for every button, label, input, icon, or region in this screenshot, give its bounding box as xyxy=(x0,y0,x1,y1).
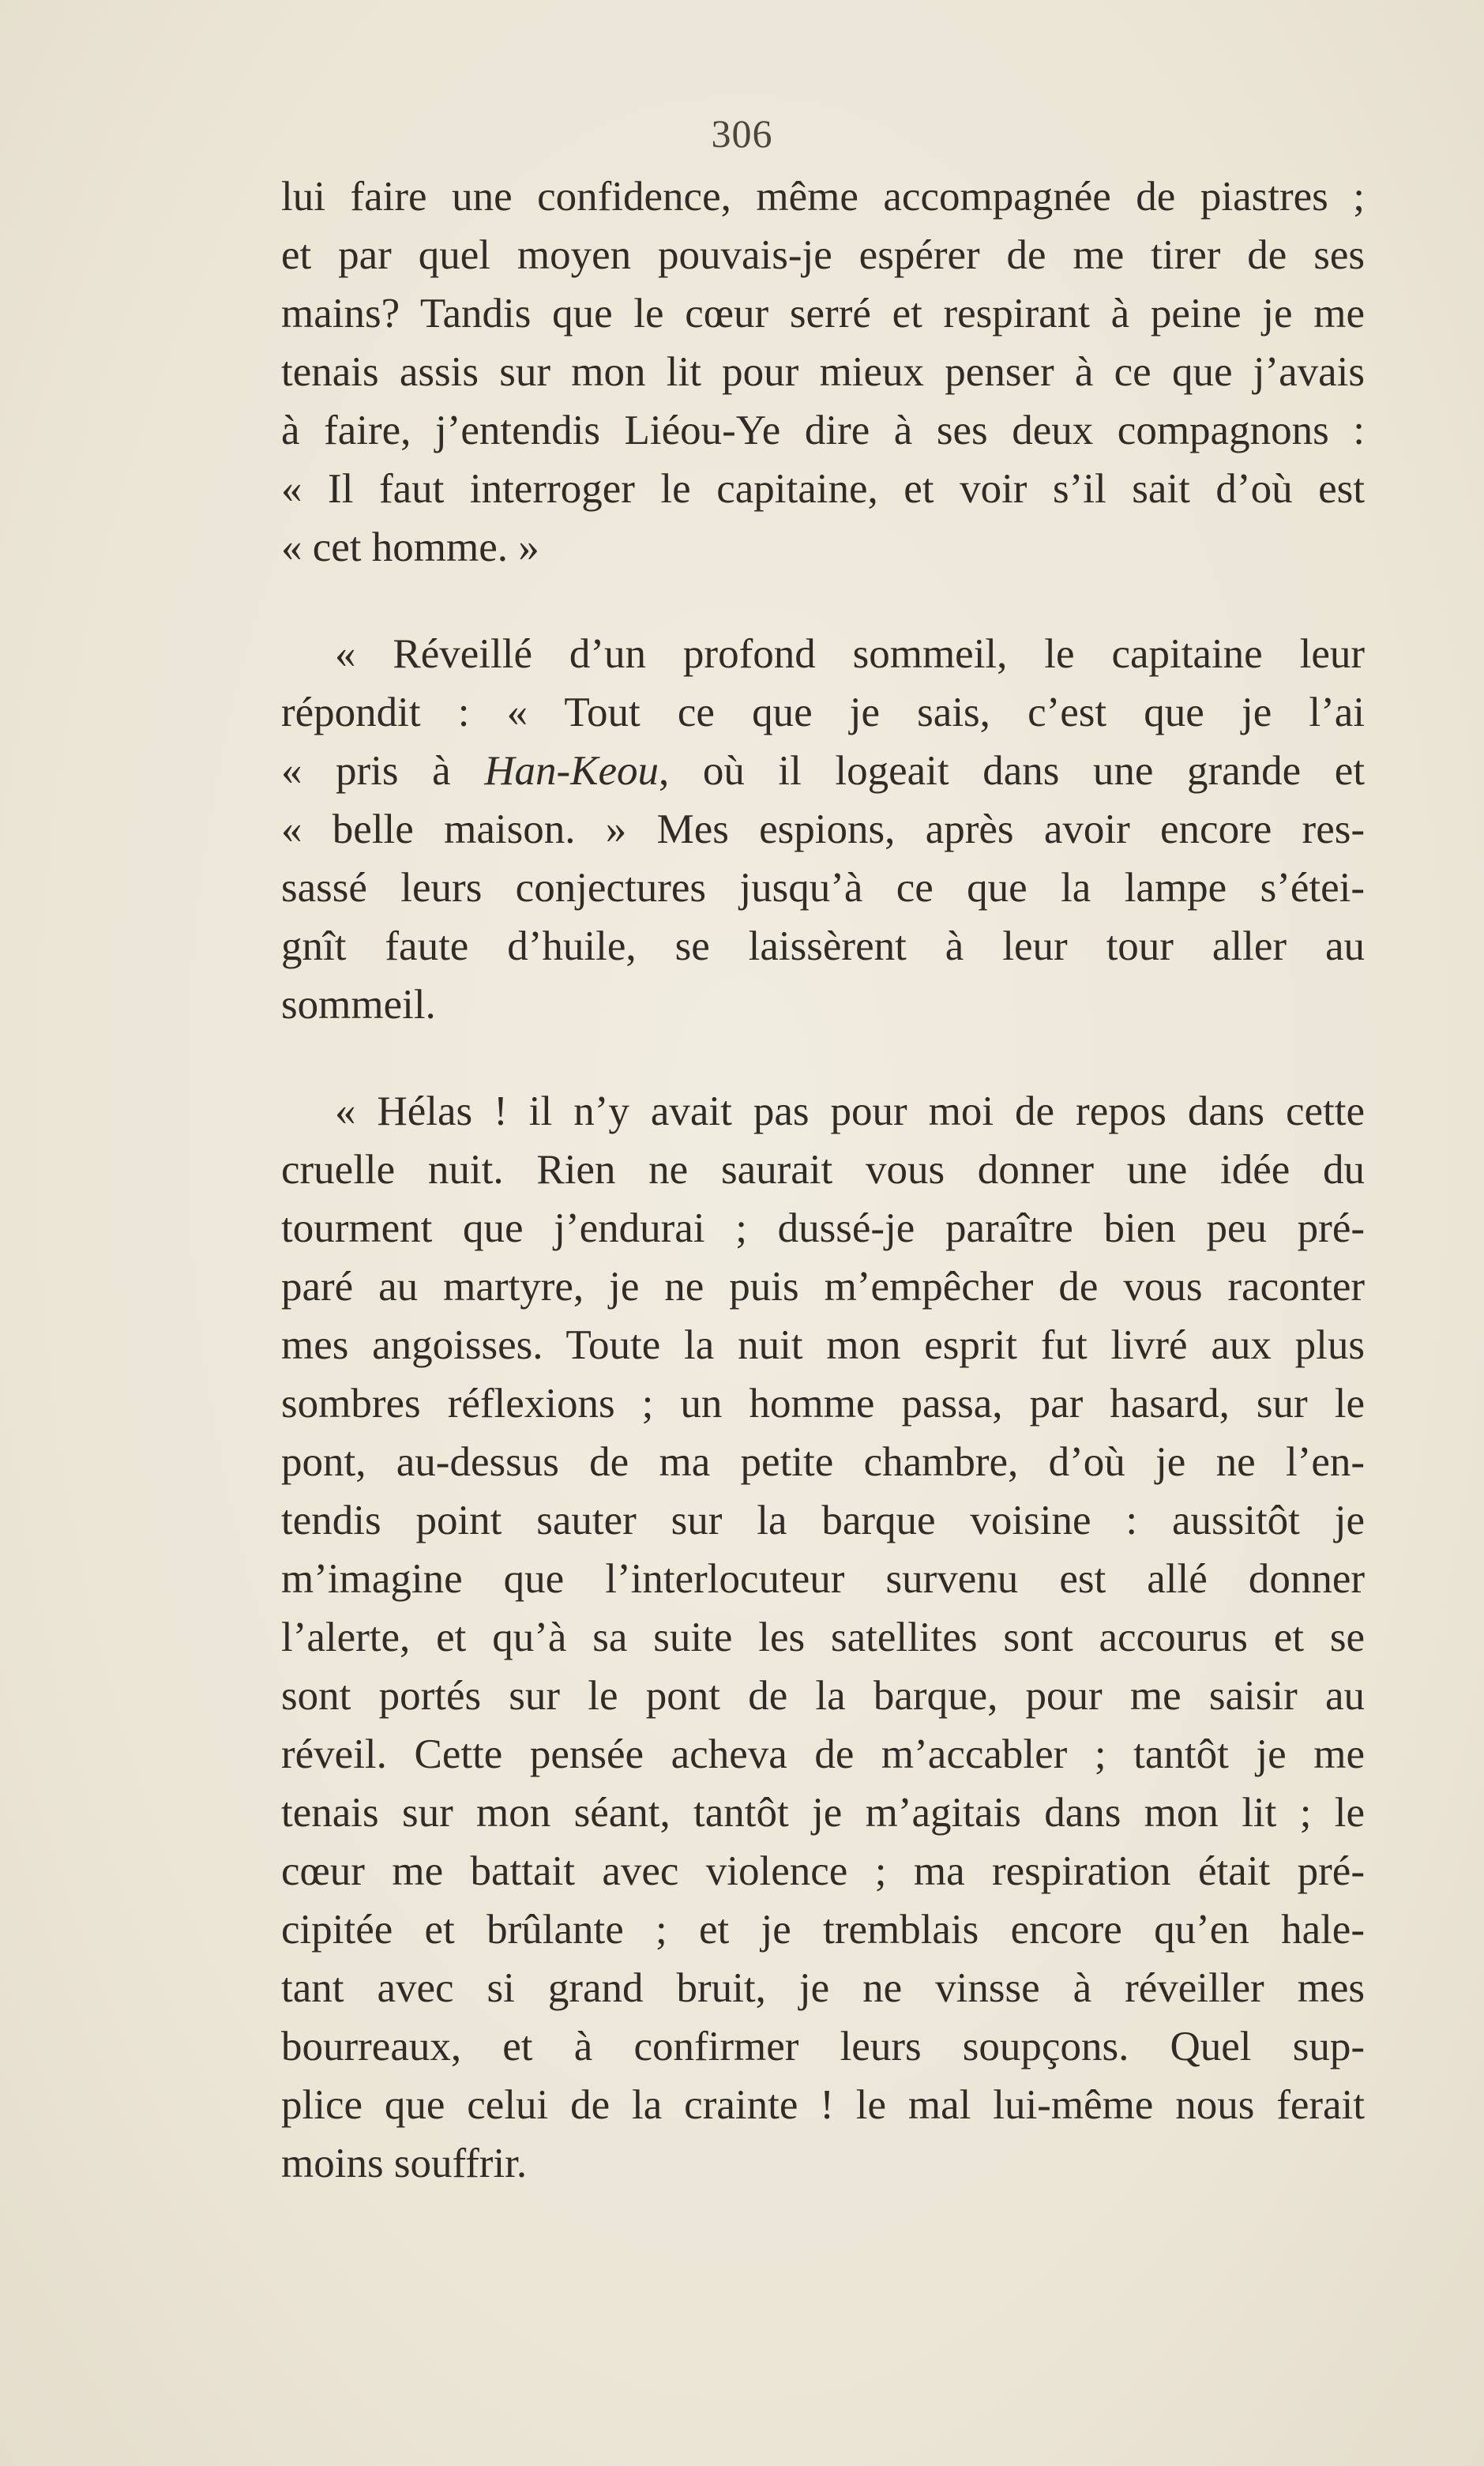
text-line: cœur me battait avec violence ; ma respiration était pré- xyxy=(281,1848,1365,1894)
text-line-with-italic xyxy=(281,742,1365,800)
line-prefix: « pris à xyxy=(281,748,485,794)
body-text xyxy=(281,167,1365,2193)
text-line: mains? Tandis que le cœur serré et respirant à peine je me xyxy=(281,291,1365,336)
text-line: pont, au-dessus de ma petite chambre, d’où je ne l’en- xyxy=(281,1439,1365,1485)
page-number: 306 xyxy=(711,111,773,156)
text-line: tenais sur mon séant, tantôt je m’agitais dans mon lit ; le xyxy=(281,1790,1365,1836)
text-line: bourreaux, et à confirmer leurs soupçons. Quel sup- xyxy=(281,2024,1365,2069)
text-line: plice que celui de la crainte ! le mal lui-même nous ferait xyxy=(281,2082,1365,2128)
text-line: cruelle nuit. Rien ne saurait vous donner une idée du xyxy=(281,1147,1365,1193)
text-line: « Réveillé d’un profond sommeil, le capitaine leur xyxy=(335,631,1365,677)
text-line: paré au martyre, je ne puis m’empêcher de vous raconter xyxy=(281,1264,1365,1310)
line-suffix: , où il logeait dans une grande et xyxy=(659,748,1365,794)
text-line: cipitée et brûlante ; et je tremblais encore qu’en hale- xyxy=(281,1907,1365,1953)
text-line: tant avec si grand bruit, je ne vinsse à réveiller mes xyxy=(281,1965,1365,2011)
text-line: mes angoisses. Toute la nuit mon esprit fut livré aux plus xyxy=(281,1322,1365,1368)
text-line: sont portés sur le pont de la barque, pour me saisir au xyxy=(281,1673,1365,1719)
text-line: lui faire une confidence, même accompagnée de piastres ; xyxy=(281,174,1365,220)
text-line: répondit : « Tout ce que je sais, c’est que je l’ai xyxy=(281,690,1365,735)
text-line: l’alerte, et qu’à sa suite les satellites sont accourus et se xyxy=(281,1615,1365,1660)
text-line: « Il faut interroger le capitaine, et voir s’il sait d’où est xyxy=(281,466,1365,512)
text-line: tourment que j’endurai ; dussé-je paraître bien peu pré- xyxy=(281,1205,1365,1251)
text-line: « cet homme. » xyxy=(281,524,539,570)
text-line: moins souffrir. xyxy=(281,2141,528,2186)
text-line: sassé leurs conjectures jusqu’à ce que la lampe s’étei- xyxy=(281,865,1365,911)
text-line: à faire, j’entendis Liéou-Ye dire à ses deux compagnons : xyxy=(281,408,1365,453)
place-name-italic: Han-Keou xyxy=(484,748,659,794)
text-line: « belle maison. » Mes espions, après avoir encore res- xyxy=(281,806,1365,852)
paragraph-gap xyxy=(281,1034,1365,1082)
text-line: tenais assis sur mon lit pour mieux penser à ce que j’avais xyxy=(281,349,1365,395)
text-line: tendis point sauter sur la barque voisine : aussitôt je xyxy=(281,1498,1365,1543)
text-line: gnît faute d’huile, se laissèrent à leur tour aller au xyxy=(281,923,1365,969)
paragraph-1 xyxy=(281,167,1365,577)
paragraph-3 xyxy=(281,1082,1365,2193)
paragraph-2 xyxy=(281,625,1365,1034)
text-line: « Hélas ! il n’y avait pas pour moi de repos dans cette xyxy=(335,1088,1365,1134)
text-line: m’imagine que l’interlocuteur survenu est allé donner xyxy=(281,1556,1365,1602)
text-line: sombres réflexions ; un homme passa, par hasard, sur le xyxy=(281,1381,1365,1427)
text-line: sommeil. xyxy=(281,982,436,1028)
paragraph-gap xyxy=(281,577,1365,625)
text-line: réveil. Cette pensée acheva de m’accabler ; tantôt je me xyxy=(281,1731,1365,1777)
text-line: et par quel moyen pouvais-je espérer de me tirer de ses xyxy=(281,232,1365,278)
